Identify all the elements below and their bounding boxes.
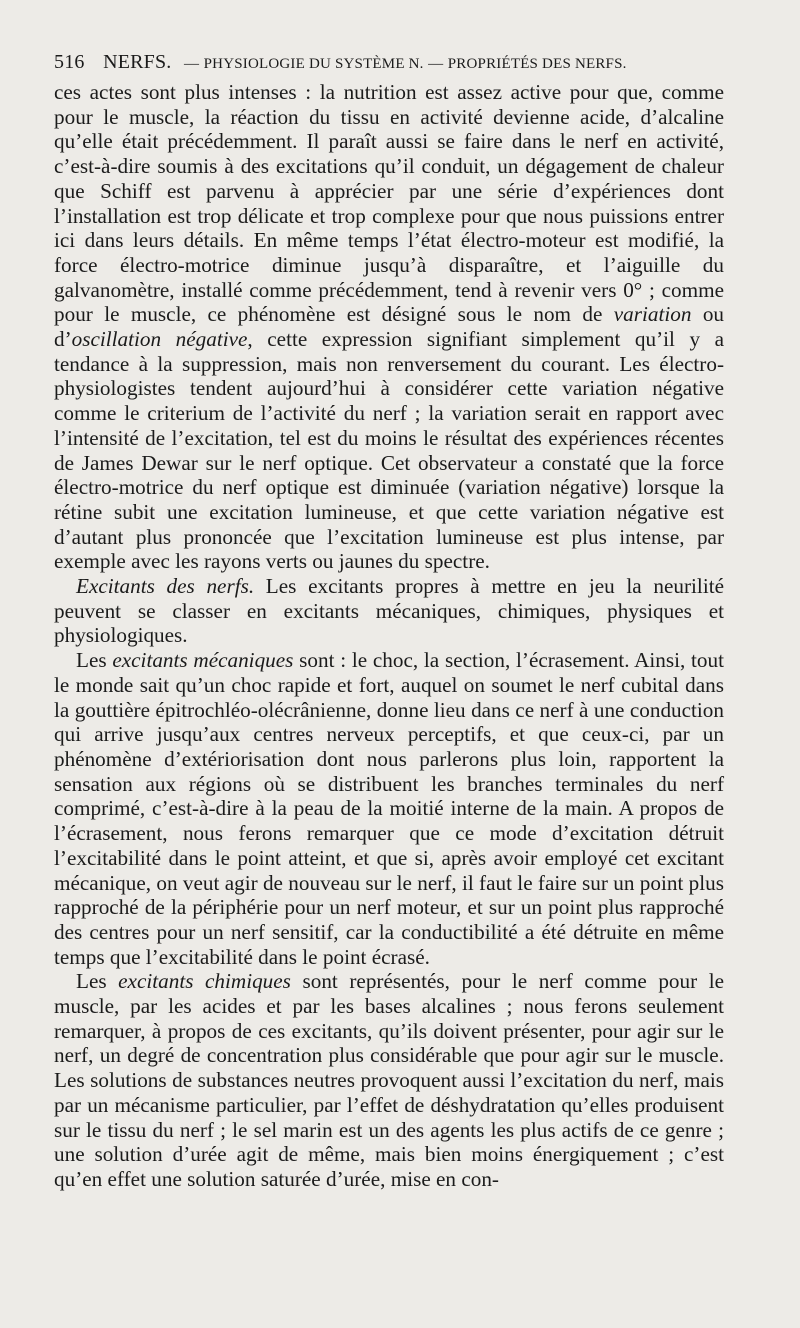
paragraph-1-italic-variation: variation	[613, 302, 692, 327]
paragraph-1-end: , cette expression signifiant simplement qu’il y a tendance à la suppression, mais non renversement du courant. Les électro-physiologistes tendent aujourd’hui à considérer cette variation négative comme le criterium de l’activité du nerf ; la variation serait en rapport avec l’intensité de l’excitation, tel est du moins le résultat des expériences récentes de James Dewar sur le nerf optique. Cet observateur a constaté que la force électro-motrice du nerf optique est diminuée (variation négative) lorsque la rétine subit une excitation lumineuse, et que cette variation négative est d’autant plus prononcée que l’excitation lumineuse est plus intense, par exemple avec les rayons verts ou jaunes du spectre.	[54, 327, 724, 574]
paragraph-4	[54, 969, 724, 1191]
paragraph-2	[54, 574, 724, 648]
page-number: 516	[54, 51, 85, 73]
paragraph-4-text: sont représentés, pour le nerf comme pour le muscle, par les acides et par les bases alcalines ; nous ferons seulement remarquer, à propos de ces excitants, qu’ils doivent présenter, pour agir sur le nerf, un degré de concentration plus considérable que pour agir sur le muscle. Les solutions de substances neutres provoquent aussi l’excitation du nerf, mais par un mécanisme particulier, par l’effet de déshydratation qu’elles produisent sur le tissu du nerf ; le sel marin est un des agents les plus actifs de ce genre ; une solution d’urée agit de même, mais bien moins énergiquement ; c’est qu’en effet une solution saturée d’urée, mise en con-	[54, 969, 725, 1191]
paragraph-3	[54, 648, 724, 969]
paragraph-2-text: Les excitants propres à mettre en jeu la neurilité peuvent se classer en excitants mécaniques, chimiques, physiques et physiologiques.	[54, 574, 724, 648]
paragraph-1-text: ces actes sont plus intenses : la nutrition est assez active pour que, comme pour le muscle, la réaction du tissu en activité devienne acide, d’alcaline qu’elle était précédemment. Il paraît aussi se faire dans le nerf en activité, c’est-à-dire soumis à des excitations qu’il conduit, un dégagement de chaleur que Schiff est parvenu à apprécier par une série d’expériences dont l’installation est trop délicate et trop complexe pour que nous puissions entrer ici dans leurs détails. En même temps l’état électro-moteur est modifié, la force électro-motrice diminue jusqu’à disparaître, et l’aiguille du galvanomètre, installé comme précédemment, tend à revenir vers 0° ; comme pour le muscle, ce phénomène est désigné sous le nom de	[54, 80, 724, 327]
header-subsection: PHYSIOLOGIE DU SYSTÈME N.	[203, 56, 424, 72]
paragraph-4-start: Les	[76, 969, 119, 994]
paragraph-1-mid: ou d’	[54, 302, 724, 352]
paragraph-1	[54, 80, 724, 574]
header-dash-1: —	[183, 56, 200, 72]
paragraph-3-start: Les	[76, 648, 113, 673]
header-section: NERFS.	[103, 51, 172, 73]
paragraph-4-italic: excitants chimiques	[118, 969, 291, 994]
header-dash-2: —	[428, 56, 444, 72]
body-text	[54, 80, 724, 1192]
paragraph-3-text: sont : le choc, la section, l’écrasement. Ainsi, tout le monde sait qu’un choc rapide et fort, auquel on soumet le nerf cubital dans la gouttière épitrochléo-olécrânienne, donne lieu dans ce nerf à une conduction qui arrive jusqu’aux centres nerveux perceptifs, et que ceux-ci, par un phénomène d’extériorisation dont nous parlerons plus loin, rapportent la sensation aux régions où se distribuent les branches terminales du nerf comprimé, c’est-à-dire à la peau de la moitié interne de la main. A propos de l’écrasement, nous ferons remarquer que ce mode d’excitation détruit l’excitabilité dans le point atteint, et que si, après avoir employé cet excitant mécanique, on veut agir de nouveau sur le nerf, il faut le faire sur un point plus rapproché de la périphérie pour un nerf moteur, et sur un point plus rapproché des centres pour un nerf sensitif, car la conductibilité a été détruite en même temps que l’excitabilité dans le point écrasé.	[54, 648, 725, 969]
paragraph-3-italic: excitants mécaniques	[112, 648, 294, 673]
paragraph-2-heading: Excitants des nerfs.	[76, 574, 255, 599]
paragraph-1-italic-oscillation: oscillation négative	[71, 327, 248, 352]
header-topic: PROPRIÉTÉS DES NERFS.	[447, 56, 627, 72]
running-header	[54, 48, 744, 76]
